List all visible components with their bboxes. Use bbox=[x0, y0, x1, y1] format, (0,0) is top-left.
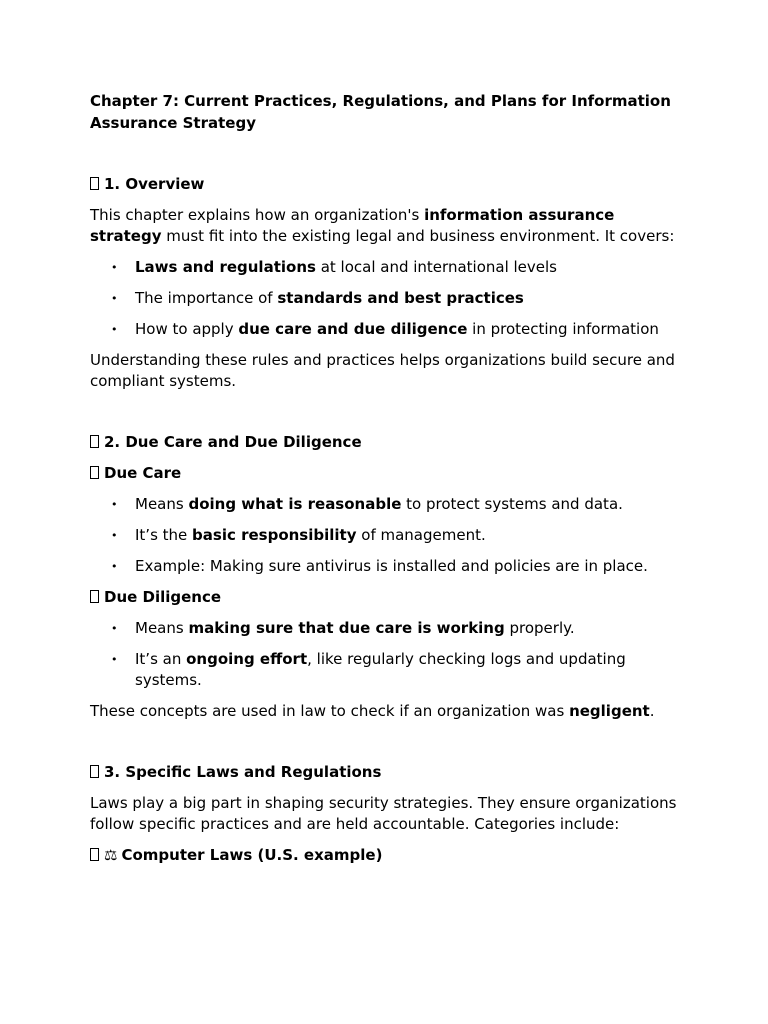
subheading-due-care bbox=[90, 463, 680, 484]
missing-glyph-box-icon bbox=[90, 848, 99, 861]
missing-glyph-box-icon bbox=[90, 765, 99, 778]
overview-list bbox=[90, 257, 680, 340]
text-run: This chapter explains how an organization's bbox=[90, 206, 425, 224]
section-heading-overview bbox=[90, 174, 680, 195]
bold-run: doing what is reasonable bbox=[188, 495, 402, 513]
bold-run: making sure that due care is working bbox=[188, 619, 505, 637]
list-item bbox=[90, 649, 680, 691]
text-run: properly. bbox=[504, 619, 575, 637]
list-item bbox=[90, 556, 680, 577]
missing-glyph-box-icon bbox=[90, 590, 99, 603]
text-run: Means bbox=[135, 495, 189, 513]
list-item bbox=[90, 525, 680, 546]
text-run: to protect systems and data. bbox=[401, 495, 623, 513]
section-heading-text: 2. Due Care and Due Diligence bbox=[104, 433, 362, 451]
balance-scale-icon: ⚖ bbox=[104, 846, 118, 864]
due-diligence-list bbox=[90, 618, 680, 691]
bold-run: information assurance strategy bbox=[90, 206, 615, 245]
missing-glyph-box-icon bbox=[90, 435, 99, 448]
missing-glyph-box-icon bbox=[90, 466, 99, 479]
chapter-title: Chapter 7: Current Practices, Regulations, and Plans for Information Assurance Strategy bbox=[90, 92, 671, 132]
text-run: These concepts are used in law to check if an organization was bbox=[90, 702, 570, 720]
bold-run: basic responsibility bbox=[192, 526, 357, 544]
text-run: It’s an bbox=[135, 650, 187, 668]
list-item bbox=[90, 319, 680, 340]
list-item bbox=[90, 494, 680, 515]
bold-run: ongoing effort bbox=[186, 650, 308, 668]
section-heading-text: 1. Overview bbox=[104, 175, 205, 193]
text-run: . bbox=[649, 702, 655, 720]
text-run: at local and international levels bbox=[315, 258, 557, 276]
subheading-text: Computer Laws (U.S. example) bbox=[121, 846, 383, 864]
missing-glyph-box-icon bbox=[90, 177, 99, 190]
bold-run: negligent bbox=[569, 702, 650, 720]
text-run: must fit into the existing legal and business environment. It covers: bbox=[161, 227, 675, 245]
overview-closing: Understanding these rules and practices helps organizations build secure and compliant systems. bbox=[90, 351, 675, 390]
section-heading-text: 3. Specific Laws and Regulations bbox=[104, 763, 382, 781]
subheading-computer-laws bbox=[90, 845, 680, 866]
subheading-text: Due Care bbox=[104, 464, 182, 482]
text-run: Example: Making sure antivirus is installed and policies are in place. bbox=[135, 557, 648, 575]
section-heading-due-care bbox=[90, 432, 680, 453]
bold-run: due care and due diligence bbox=[238, 320, 468, 338]
section-spacer bbox=[90, 402, 680, 432]
text-run: The importance of bbox=[135, 289, 278, 307]
due-diligence-closing bbox=[90, 701, 680, 722]
section-heading-laws bbox=[90, 762, 680, 783]
list-item bbox=[90, 257, 680, 278]
subheading-text: Due Diligence bbox=[104, 588, 222, 606]
laws-intro: Laws play a big part in shaping security strategies. They ensure organizations follow specific practices and are held accountable. Categories include: bbox=[90, 794, 677, 833]
text-run: in protecting information bbox=[467, 320, 659, 338]
subheading-due-diligence bbox=[90, 587, 680, 608]
text-run: , like regularly checking logs and updating systems. bbox=[135, 650, 626, 689]
bold-run: Laws and regulations bbox=[135, 258, 316, 276]
text-run: of management. bbox=[356, 526, 486, 544]
list-item bbox=[90, 288, 680, 309]
list-item bbox=[90, 618, 680, 639]
overview-intro bbox=[90, 205, 680, 247]
due-care-list bbox=[90, 494, 680, 577]
text-run: It’s the bbox=[135, 526, 193, 544]
section-spacer bbox=[90, 732, 680, 762]
text-run: Means bbox=[135, 619, 189, 637]
bold-run: standards and best practices bbox=[277, 289, 524, 307]
text-run: How to apply bbox=[135, 320, 239, 338]
